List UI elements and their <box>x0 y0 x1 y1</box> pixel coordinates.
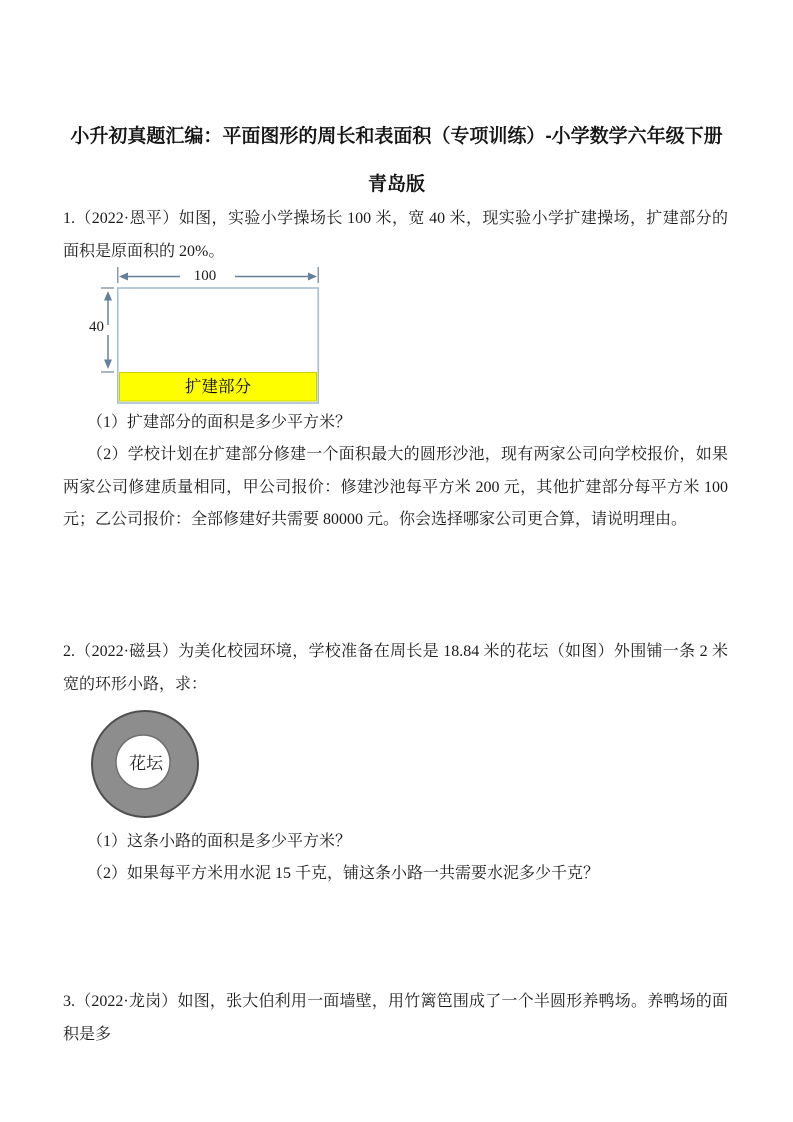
flowerbed-label: 花坛 <box>129 754 163 773</box>
page-title: 小升初真题汇编：平面图形的周长和表面积（专项训练）-小学数学六年级下册 <box>70 126 723 147</box>
question-1-sub-2: （2）学校计划在扩建部分修建一个面积最大的圆形沙池，现有两家公司向学校报价，如果两家公司修建质量相同，甲公司报价：修建沙池每平方米 200 元，其他扩建部分每平方米 100 元；乙公司报价：全部修建好共需要 80000 元。你会选择哪家公司更合算，请说明理由。 <box>63 446 728 528</box>
question-1-sub-1: （1）扩建部分的面积是多少平方米？ <box>87 414 352 431</box>
page-subtitle: 青岛版 <box>367 174 425 195</box>
question-2-sub-2: （2）如果每平方米用水泥 15 千克，铺这条小路一共需要水泥多少千克？ <box>87 865 600 882</box>
question-2-sub-1: （1）这条小路的面积是多少平方米？ <box>87 833 352 850</box>
question-1-text: 1.（2022·恩平）如图，实验小学操场长 100 米，宽 40 米，现实验小学扩建操场，扩建部分的面积是原面积的 20%。 <box>63 210 728 260</box>
expansion-strip-label: 扩建部分 <box>185 377 251 396</box>
question-2-text: 2.（2022·磁县）为美化校园环境，学校准备在周长是 18.84 米的花坛（如图）外围铺一条 2 米宽的环形小路，求： <box>63 643 728 693</box>
width-dimension-label: 100 <box>193 268 217 284</box>
question-3-text: 3.（2022·龙岗）如图，张大伯利用一面墙壁，用竹篱笆围成了一个半圆形养鸭场。养鸭场的面积是多 <box>63 993 728 1043</box>
height-dimension-label: 40 <box>89 319 104 335</box>
